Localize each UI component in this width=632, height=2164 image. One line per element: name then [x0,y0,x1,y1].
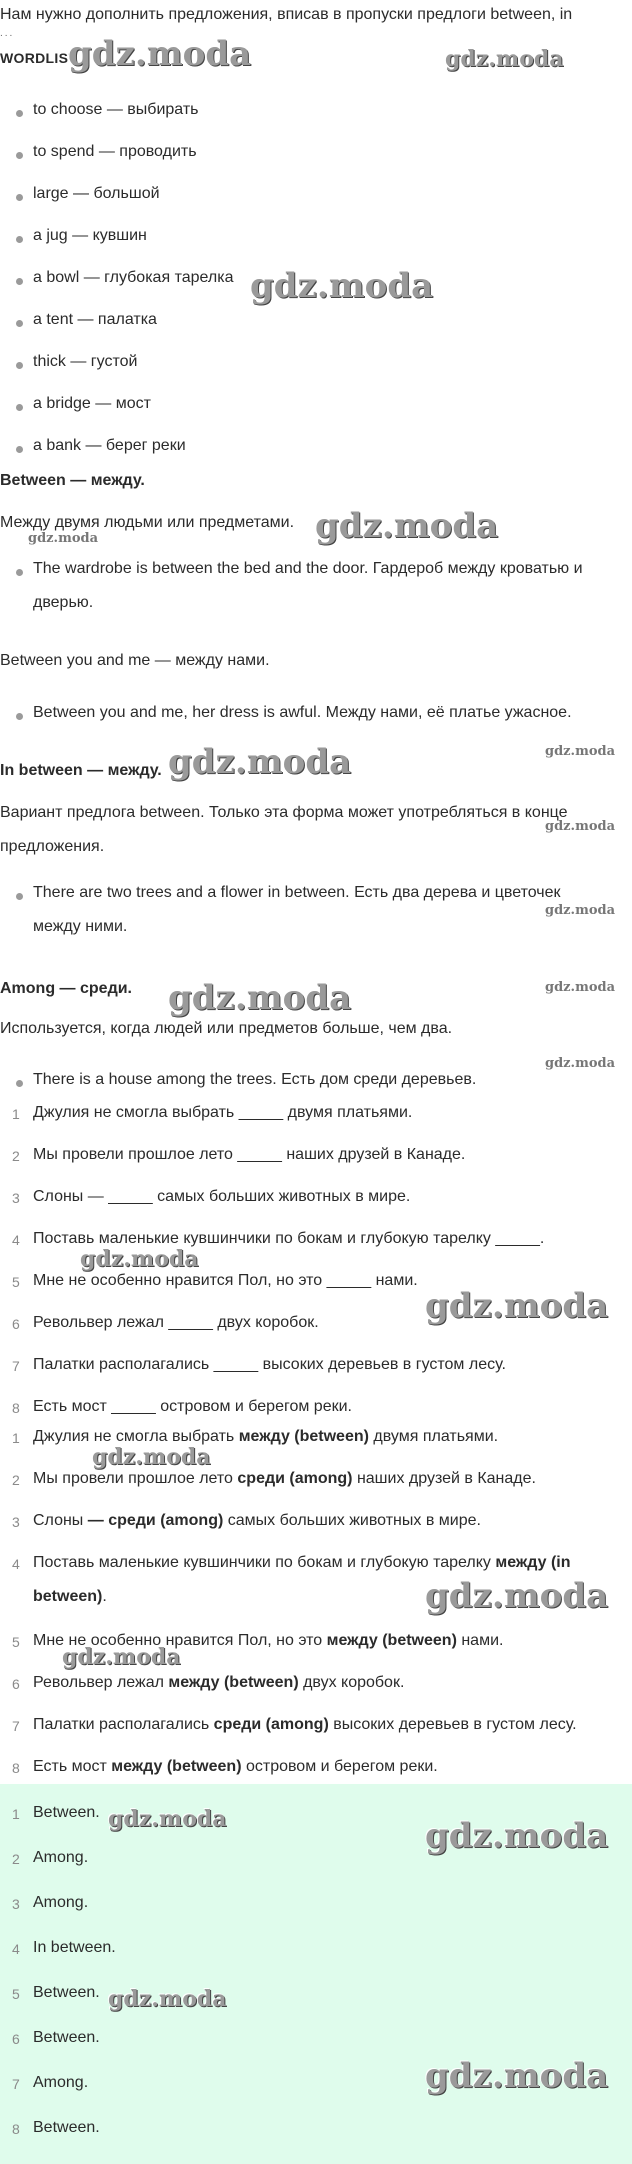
in-between-heading: In between — между. [0,762,162,779]
among-heading: Among — среди. [0,980,132,997]
watermark: gdz.moda [108,1986,227,2012]
filled-text: двумя платьями. [368,1428,499,1445]
item-number: 4 [12,1941,20,1957]
exercise-item: Есть мост _____ островом и берегом реки. [33,1398,352,1415]
filled-answer: — среди (among) [87,1512,224,1529]
item-number: 3 [12,1896,20,1912]
watermark: gdz.moda [62,1644,181,1670]
bullet [16,569,23,576]
bullet [16,893,23,900]
item-number: 5 [12,1274,20,1290]
watermark: gdz.moda [545,903,616,918]
watermark: gdz.moda [168,742,352,782]
answer-item: Between. [33,2119,100,2136]
filled-text: наших друзей в Канаде. [352,1470,536,1487]
item-number: 7 [12,2076,20,2092]
filled-item [33,1470,536,1488]
item-number: 2 [12,1148,20,1164]
list-item: a jug — кувшин [33,227,147,244]
watermark: gdz.moda [545,819,616,834]
item-number: 8 [12,2121,20,2137]
filled-text: высоких деревьев в густом лесу. [328,1716,577,1733]
between-phrase: Between you and me — между нами. [0,652,270,669]
exercise-item: Джулия не смогла выбрать _____ двумя платьями. [33,1104,413,1121]
item-number: 3 [12,1514,20,1530]
answer-item: Between. [33,1984,100,2001]
filled-item [33,1554,570,1572]
filled-answer: между (between) [326,1632,457,1649]
watermark: gdz.moda [28,531,99,546]
list-item: large — большой [33,185,160,202]
item-number: 2 [12,1472,20,1488]
in-between-desc-line1: Вариант предлога between. Только эта форма может употребляться в конце [0,804,568,821]
item-number: 6 [12,1316,20,1332]
filled-text: Джулия не смогла выбрать [33,1428,239,1445]
intro-text: Нам нужно дополнить предложения, вписав в пропуски предлоги between, in [0,6,573,23]
watermark: gdz.moda [68,34,252,74]
filled-text: Есть мост [33,1758,112,1775]
between-example-line1: The wardrobe is between the bed and the door. Гардероб между кроватью и [33,560,583,577]
answer-item: In between. [33,1939,116,1956]
filled-text: . [102,1588,107,1605]
watermark: gdz.moda [315,506,499,546]
filled-item [33,1674,404,1692]
filled-text: островом и берегом реки. [241,1758,438,1775]
answer-item: Among. [33,1849,89,1866]
watermark: gdz.moda [425,1286,609,1326]
filled-text: Поставь маленькие кувшинчики по бокам и глубокую тарелку [33,1554,496,1571]
bullet [16,236,23,243]
item-number: 7 [12,1718,20,1734]
filled-item [33,1758,438,1776]
watermark: gdz.moda [545,980,616,995]
between-desc: Между двумя людьми или предметами. [0,514,295,531]
watermark: gdz.moda [168,978,352,1018]
list-item: a bowl — глубокая тарелка [33,269,234,286]
list-item: a tent — палатка [33,311,157,328]
watermark: gdz.moda [425,1576,609,1616]
bullet [16,278,23,285]
watermark: gdz.moda [425,1816,609,1856]
filled-text: нами. [456,1632,504,1649]
item-number: 5 [12,1986,20,2002]
bullet [16,152,23,159]
item-number: 6 [12,1676,20,1692]
list-item: to spend — проводить [33,143,197,160]
item-number: 4 [12,1232,20,1248]
filled-answer: среди (among) [237,1470,353,1487]
between-heading: Between — между. [0,472,145,489]
exercise-item: Поставь маленькие кувшинчики по бокам и глубокую тарелку _____. [33,1230,545,1247]
item-number: 6 [12,2031,20,2047]
bullet [16,404,23,411]
watermark: gdz.moda [545,1056,616,1071]
bullet [16,713,23,720]
among-desc: Используется, когда людей или предметов больше, чем два. [0,1020,453,1037]
watermark: gdz.moda [108,1806,227,1832]
filled-item-continuation [33,1588,107,1606]
filled-item [33,1716,577,1734]
watermark: gdz.moda [250,266,434,306]
list-item: thick — густой [33,353,138,370]
list-item: to choose — выбирать [33,101,199,118]
item-number: 3 [12,1190,20,1206]
item-number: 5 [12,1634,20,1650]
intro-continuation: ... [0,28,15,39]
watermark: gdz.moda [445,46,564,72]
item-number: 8 [12,1400,20,1416]
watermark: gdz.moda [425,2056,609,2096]
bullet [16,1080,23,1087]
filled-text: двух коробок. [298,1674,405,1691]
item-number: 1 [12,1430,20,1446]
bullet [16,362,23,369]
filled-item [33,1512,481,1530]
item-number: 1 [12,1106,20,1122]
exercise-item: Палатки располагались _____ высоких деревьев в густом лесу. [33,1356,506,1373]
bullet [16,320,23,327]
exercise-item: Револьвер лежал _____ двух коробок. [33,1314,319,1331]
item-number: 8 [12,1760,20,1776]
bullet [16,446,23,453]
watermark: gdz.moda [80,1246,199,1272]
in-between-example-line1: There are two trees and a flower in between. Есть два дерева и цветочек [33,884,561,901]
watermark: gdz.moda [92,1444,211,1470]
list-item: a bank — берег реки [33,437,186,454]
filled-answer: между (between) [168,1674,299,1691]
exercise-item: Слоны — _____ самых больших животных в мире. [33,1188,411,1205]
exercise-item: Мы провели прошлое лето _____ наших друзей в Канаде. [33,1146,466,1163]
exercise-item: Мне не особенно нравится Пол, но это _____ нами. [33,1272,418,1289]
filled-text: Палатки располагались [33,1716,214,1733]
filled-answer: среди (among) [213,1716,329,1733]
item-number: 4 [12,1556,20,1572]
answer-item: Between. [33,1804,100,1821]
filled-answer: between) [33,1588,103,1605]
answer-item: Among. [33,1894,89,1911]
item-number: 2 [12,1851,20,1867]
filled-answer: между (between) [238,1428,369,1445]
bullet [16,110,23,117]
between-example-line2: дверью. [33,594,94,611]
between-phrase-example: Between you and me, her dress is awful. Между нами, её платье ужасное. [33,704,572,721]
among-example: There is a house among the trees. Есть дом среди деревьев. [33,1071,477,1088]
filled-text: Мне не особенно нравится Пол, но это [33,1632,327,1649]
filled-answer: между (in [495,1554,571,1571]
watermark: gdz.moda [545,744,616,759]
filled-answer: между (between) [111,1758,242,1775]
item-number: 7 [12,1358,20,1374]
item-number: 1 [12,1806,20,1822]
filled-text: Слоны [33,1512,88,1529]
in-between-desc-line2: предложения. [0,838,105,855]
list-item: a bridge — мост [33,395,151,412]
wordlist-title: WORDLIST [0,50,78,66]
filled-text: Револьвер лежал [33,1674,169,1691]
bullet [16,194,23,201]
in-between-example-line2: между ними. [33,918,128,935]
filled-text: Мы провели прошлое лето [33,1470,238,1487]
filled-text: самых больших животных в мире. [223,1512,481,1529]
answer-item: Between. [33,2029,100,2046]
answer-item: Among. [33,2074,89,2091]
